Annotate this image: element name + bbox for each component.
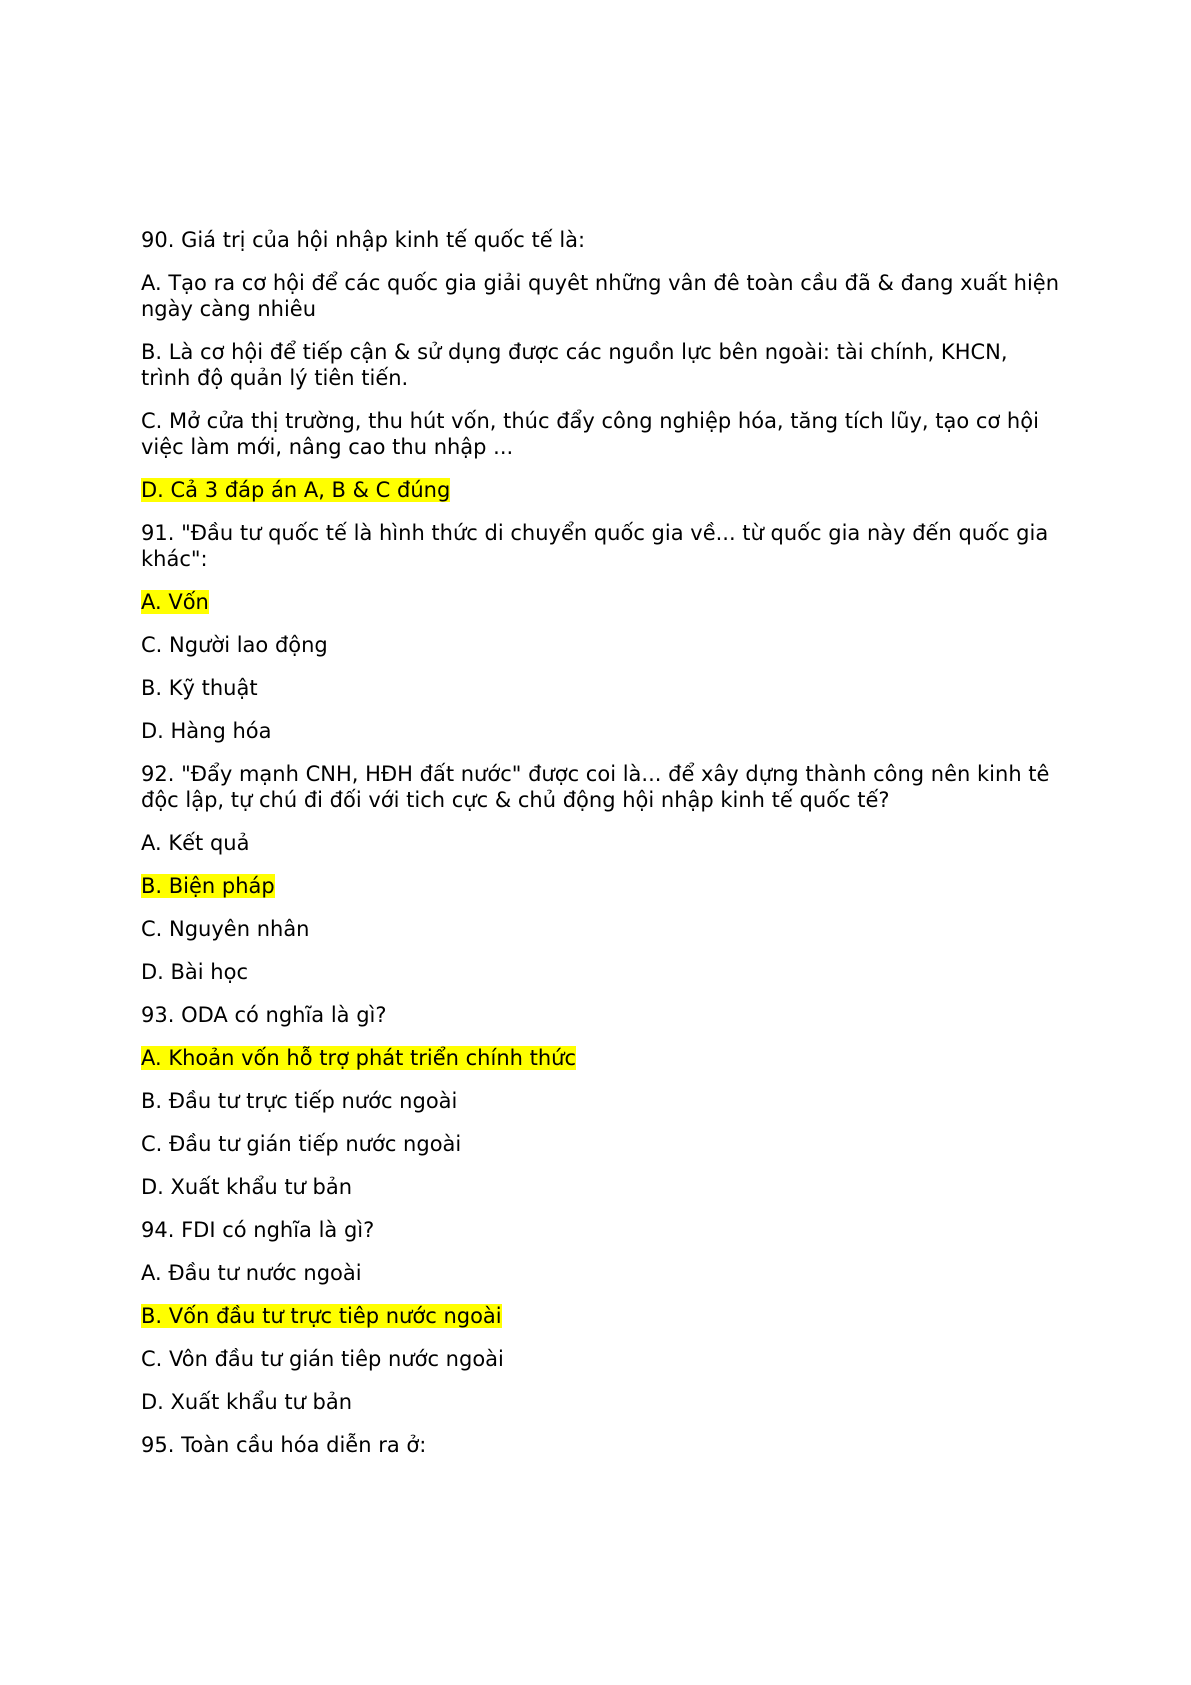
answer-highlight: A. Khoản vốn hỗ trợ phát triển chính thức <box>141 1046 577 1070</box>
question-90: 90. Giá trị của hội nhập kinh tế quốc tế là: <box>141 228 586 252</box>
option-91-d: D. Hàng hóa <box>141 719 272 743</box>
option-92-b-correct <box>141 873 1061 899</box>
option-93-d: D. Xuất khẩu tư bản <box>141 1175 353 1199</box>
option-90-d-correct <box>141 477 1061 503</box>
question-92: 92. "Đẩy mạnh CNH, HĐH đất nước" được coi là... để xây dựng thành công nên kinh tê độc lập, tự chú đi đối với tich cực & chủ động hội nhập kinh tế quốc tế? <box>141 762 1050 812</box>
option-94-a: A. Đầu tư nước ngoài <box>141 1261 362 1285</box>
answer-highlight: B. Biện pháp <box>141 874 275 898</box>
answer-highlight: A. Vốn <box>141 590 209 614</box>
option-92-c: C. Nguyên nhân <box>141 917 310 941</box>
option-92-d: D. Bài học <box>141 960 249 984</box>
option-91-c: C. Người lao động <box>141 633 328 657</box>
option-94-b-correct <box>141 1303 1061 1329</box>
question-95: 95. Toàn cầu hóa diễn ra ở: <box>141 1433 427 1457</box>
option-90-b: B. Là cơ hội để tiếp cận & sử dụng được các nguồn lực bên ngoài: tài chính, KHCN, trình độ quản lý tiên tiến. <box>141 340 1008 390</box>
option-94-c: C. Vôn đầu tư gián tiêp nước ngoài <box>141 1347 504 1371</box>
option-93-a-correct <box>141 1045 1061 1071</box>
option-90-a: A. Tạo ra cơ hội để các quốc gia giải quyêt những vân đê toàn cầu đã & đang xuất hiện ngày càng nhiêu <box>141 271 1060 321</box>
option-90-c: C. Mở cửa thị trường, thu hút vốn, thúc đẩy công nghiệp hóa, tăng tích lũy, tạo cơ hội việc làm mới, nâng cao thu nhập ... <box>141 409 1039 459</box>
option-94-d: D. Xuất khẩu tư bản <box>141 1390 353 1414</box>
option-92-a: A. Kết quả <box>141 831 250 855</box>
option-91-a-correct <box>141 589 1061 615</box>
answer-highlight: B. Vốn đầu tư trực tiêp nước ngoài <box>141 1304 502 1328</box>
document-page <box>141 227 1061 1475</box>
option-93-c: C. Đầu tư gián tiếp nước ngoài <box>141 1132 462 1156</box>
answer-highlight: D. Cả 3 đáp án A, B & C đúng <box>141 478 451 502</box>
option-93-b: B. Đầu tư trực tiếp nước ngoài <box>141 1089 458 1113</box>
question-93: 93. ODA có nghĩa là gì? <box>141 1003 387 1027</box>
question-91: 91. "Đầu tư quốc tế là hình thức di chuyển quốc gia về... từ quốc gia này đến quốc gia khác": <box>141 521 1049 571</box>
option-91-b: B. Kỹ thuật <box>141 676 258 700</box>
question-94: 94. FDI có nghĩa là gì? <box>141 1218 375 1242</box>
